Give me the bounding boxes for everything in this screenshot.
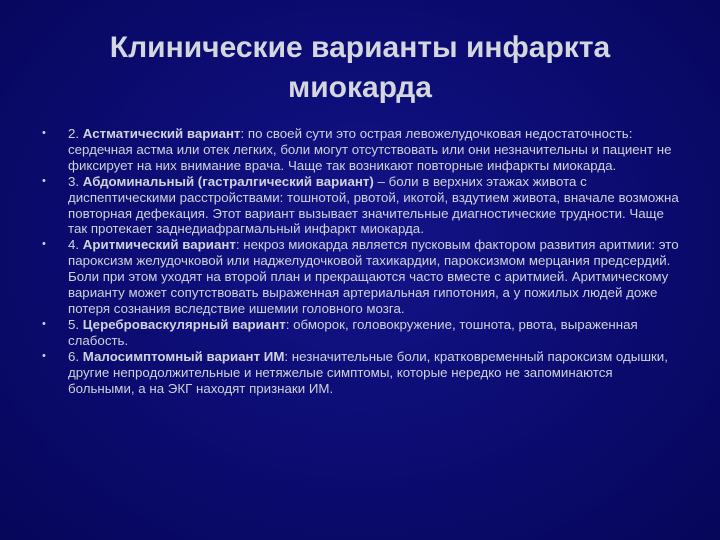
- bullet-icon: •: [42, 174, 46, 187]
- item-description: : некроз миокарда является пусковым фактором развития аритмии: это пароксизм желудочковой или наджелудочковой тахикардии, пароксизмом мерцания предсердий. Боли при этом уходят на второй план и прекращаются часто вместе с аритмией. Аритмическому варианту может сопутствовать выраженная артериальная гипотония, а у пожилых людей доже потеря сознания вследствие ишемии головного мозга.: [68, 237, 679, 316]
- variants-list: [40, 126, 680, 396]
- item-number: 3.: [68, 173, 83, 189]
- item-heading: Аритмический вариант: [82, 237, 236, 253]
- bullet-icon: •: [42, 238, 46, 251]
- item-number: 5.: [68, 316, 83, 332]
- list-item-text: [68, 317, 680, 349]
- bullet-icon: •: [42, 127, 46, 139]
- item-number: 2.: [68, 126, 83, 141]
- slide-title: [60, 28, 660, 108]
- list-item-text: [68, 174, 680, 238]
- item-heading: Цереброваскулярный вариант: [82, 316, 286, 332]
- title-line-2: миокарда: [288, 71, 432, 104]
- list-item: [40, 317, 680, 349]
- bullet-icon: •: [42, 317, 46, 330]
- item-heading: Малосимптомный вариант ИМ: [82, 348, 285, 364]
- list-item: [40, 126, 680, 174]
- list-item-text: [68, 126, 680, 174]
- list-item: [40, 349, 680, 397]
- title-line-1: Клинические варианты инфаркта: [109, 31, 611, 64]
- item-description: : обморок, головокружение, тошнота, рвота, выраженная слабость.: [68, 316, 638, 348]
- bullet-icon: •: [42, 349, 46, 362]
- list-item: [40, 174, 680, 238]
- item-description: : по своей сути это острая левожелудочковая недостаточность: сердечная астма или отек легких, боли могут отсутствовать или они незначительны и пациент не фиксирует на них внимание врача. Чаще так возникают повторные инфаркты миокарда.: [68, 126, 672, 173]
- item-heading: Астматический вариант: [82, 126, 241, 141]
- item-number: 4.: [68, 237, 83, 253]
- item-number: 6.: [68, 348, 83, 364]
- list-item-text: [68, 237, 680, 317]
- item-description: – боли в верхних этажах живота с диспептическими расстройствами: тошнотой, рвотой, икотой, вздутием живота, вначале возможна повторная дефекация. Этот вариант вызывает значительные диагностические трудности. Чаще так протекает заднедиафрагмальный инфаркт миокарда.: [68, 173, 679, 237]
- item-heading: Абдоминальный (гастралгический вариант): [82, 173, 374, 189]
- item-description: : незначительные боли, кратковременный пароксизм одышки, другие непродолжительные и нетяжелые симптомы, которые нередко не запоминаются больными, а на ЭКГ находят признаки ИМ.: [68, 348, 668, 396]
- list-item-text: [68, 349, 680, 397]
- list-item: [40, 237, 680, 317]
